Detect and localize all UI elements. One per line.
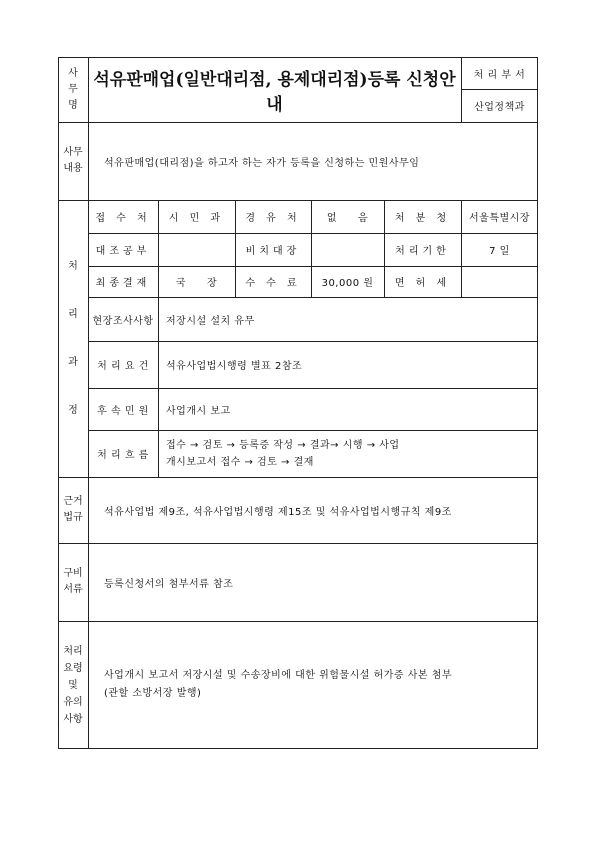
legal-label bbox=[58, 477, 88, 543]
grid-text: 처 분 청 bbox=[394, 213, 451, 224]
documents-content-text: 등록신청서의 첨부서류 참조 bbox=[104, 578, 234, 590]
follow-up-value bbox=[158, 388, 538, 430]
header-label bbox=[58, 57, 88, 122]
requirements-label-text: 처 리 요 건 bbox=[97, 361, 149, 372]
grid-cell bbox=[461, 200, 538, 233]
grid-text: 없 음 bbox=[326, 213, 369, 224]
inspection-label bbox=[88, 297, 158, 341]
grid-cell bbox=[461, 233, 538, 266]
grid-text: 비치대장 bbox=[245, 246, 301, 257]
work-content-text: 석유판매업(대리점)을 하고자 하는 자가 등록을 신청하는 민원사무임 bbox=[104, 157, 420, 169]
grid-cell bbox=[311, 233, 384, 266]
dept-label bbox=[461, 57, 538, 89]
grid-text: 처리기한 bbox=[395, 246, 450, 257]
notes-label bbox=[58, 621, 88, 749]
inspection-value-text: 저장시설 설치 유무 bbox=[166, 315, 255, 327]
grid-text: 시 민 과 bbox=[168, 213, 225, 224]
grid-text: 7 일 bbox=[489, 246, 510, 257]
grid-cell bbox=[311, 266, 384, 297]
follow-up-label-text: 후 속 민 원 bbox=[97, 405, 149, 417]
flow-line: 접수 → 검토 → 등록증 작성 → 결과→ 시행 → 사업 bbox=[166, 439, 400, 451]
requirements-value-text: 석유사업법시행령 별표 2참조 bbox=[166, 361, 303, 372]
inspection-label-text: 현장조사사항 bbox=[92, 315, 154, 327]
follow-up-label bbox=[88, 388, 158, 430]
work-label bbox=[58, 122, 88, 200]
grid-cell bbox=[88, 233, 158, 266]
form-title-text: 석유판매업(일반대리점, 용제대리점)등록 신청안내 bbox=[93, 69, 456, 115]
grid-text: 접 수 처 bbox=[95, 213, 151, 224]
grid-cell bbox=[384, 200, 461, 233]
grid-cell bbox=[235, 200, 311, 233]
grid-text: 수 수 료 bbox=[245, 278, 301, 289]
notes-line: (관할 소방서장 발행) bbox=[104, 688, 202, 699]
work-content bbox=[88, 122, 538, 200]
legal-content-text: 석유사업법 제9조, 석유사업법시행령 제15조 및 석유사업법시행규칙 제9조 bbox=[104, 506, 452, 518]
grid-cell bbox=[158, 200, 235, 233]
documents-content bbox=[88, 543, 538, 621]
process-label bbox=[58, 200, 88, 477]
grid-cell bbox=[88, 266, 158, 297]
grid-text: 국 장 bbox=[175, 278, 218, 289]
grid-cell bbox=[384, 266, 461, 297]
process-label-text: 처 리 과 정 bbox=[68, 260, 78, 416]
grid-cell bbox=[384, 233, 461, 266]
grid-cell bbox=[158, 266, 235, 297]
grid-cell bbox=[88, 200, 158, 233]
flow-value bbox=[158, 430, 538, 477]
requirements-value bbox=[158, 341, 538, 388]
grid-cell bbox=[158, 233, 235, 266]
grid-text: 30,000 원 bbox=[321, 278, 374, 289]
grid-cell bbox=[235, 266, 311, 297]
documents-label-text: 구비 서류 bbox=[63, 568, 83, 595]
dept-label-text: 처 리 부 서 bbox=[473, 69, 526, 81]
grid-cell bbox=[461, 266, 538, 297]
grid-text: 최종결재 bbox=[95, 278, 151, 289]
requirements-label bbox=[88, 341, 158, 388]
legal-content bbox=[88, 477, 538, 543]
grid-text: 경 유 처 bbox=[245, 213, 301, 224]
dept-value bbox=[461, 89, 538, 122]
inspection-value bbox=[158, 297, 538, 341]
notes-label-text: 처리 요령 및 유의 사항 bbox=[63, 645, 83, 725]
flow-label bbox=[88, 430, 158, 477]
header-label-text: 사 무 명 bbox=[68, 67, 78, 111]
grid-text: 면 허 세 bbox=[394, 278, 451, 289]
notes-line: 사업개시 보고서 저장시설 및 수송장비에 대한 위험물시설 허가증 사본 첨부 bbox=[104, 670, 453, 681]
grid-cell bbox=[235, 233, 311, 266]
dept-value-text: 산업정책과 bbox=[474, 102, 525, 113]
flow-label-text: 처 리 흐 름 bbox=[97, 450, 149, 461]
documents-label bbox=[58, 543, 88, 621]
grid-text: 대조공부 bbox=[95, 246, 151, 257]
flow-line: 개시보고서 접수 → 검토 → 결재 bbox=[166, 456, 314, 468]
work-label-text: 사무 내용 bbox=[63, 147, 83, 174]
follow-up-value-text: 사업개시 보고 bbox=[166, 405, 231, 417]
legal-label-text: 근거 법규 bbox=[63, 496, 83, 523]
notes-content bbox=[88, 621, 538, 749]
grid-cell bbox=[311, 200, 384, 233]
grid-text: 서울특별시장 bbox=[469, 213, 530, 224]
form-title bbox=[88, 57, 461, 122]
